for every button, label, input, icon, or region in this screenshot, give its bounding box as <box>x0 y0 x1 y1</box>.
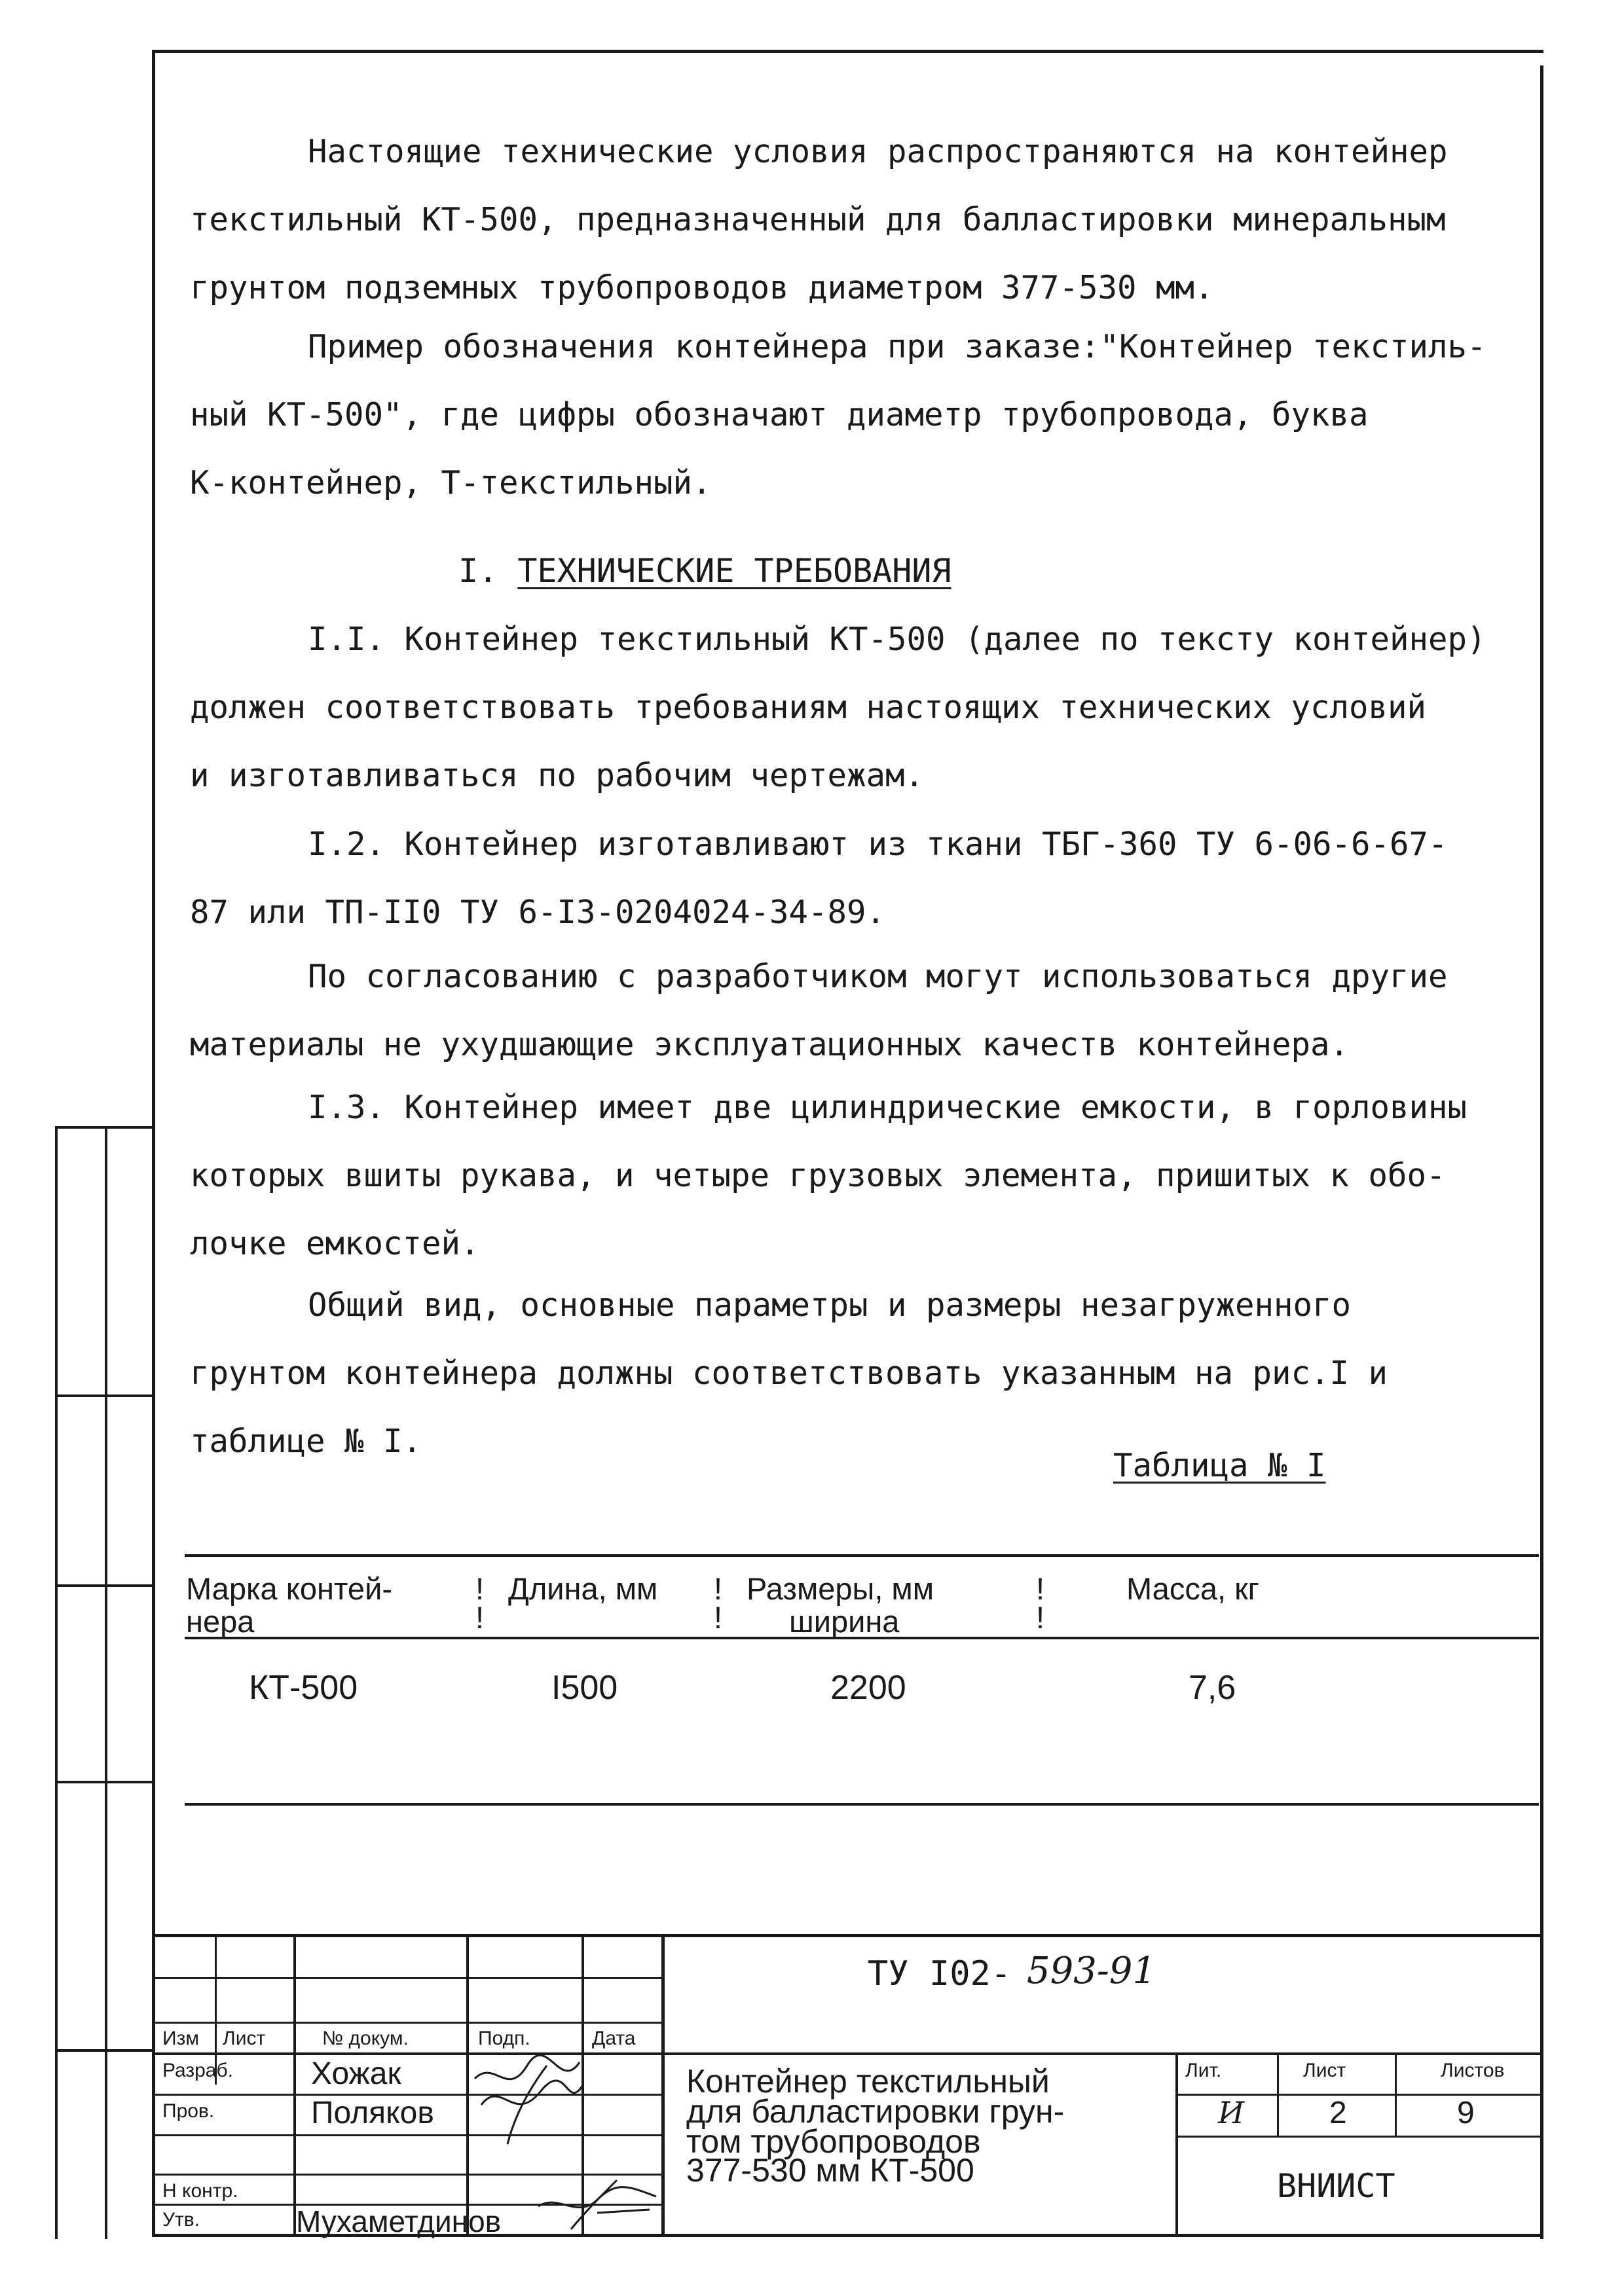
name-approver: Мухаметдинов <box>296 2204 502 2238</box>
side-column-top <box>55 1126 153 1129</box>
signature-developer <box>468 2052 586 2151</box>
table-bottom-rule <box>185 1803 1539 1806</box>
clause-1-1 <box>190 606 1532 810</box>
text-line: I.I. Контейнер текстильный КТ-500 (далее по тексту контейнер) <box>308 621 1486 658</box>
label-lit: Лит. <box>1185 2060 1222 2081</box>
cell-length: I500 <box>551 1669 618 1707</box>
tb-line <box>152 1934 1543 1937</box>
text-line: грунтом подземных трубопроводов диаметром 377-530 мм. <box>190 269 1214 306</box>
tb-line <box>1277 2052 1279 2138</box>
role-norm-control: Н контр. <box>162 2180 238 2202</box>
text-line: и изготавливаться по рабочим чертежам. <box>190 757 925 794</box>
tb-line <box>152 2134 663 2136</box>
organization: ВНИИСТ <box>1277 2167 1395 2205</box>
header-separator: ! <box>714 1600 723 1635</box>
doc-title-line: Контейнер текстильный <box>686 2063 1050 2100</box>
header-separator: ! <box>1036 1571 1045 1606</box>
signature-approver <box>532 2174 663 2236</box>
text-line: текстильный КТ-500, предназначенный для балластировки минеральным <box>190 201 1446 238</box>
frame-top <box>152 50 1543 53</box>
clause-1-2 <box>190 811 1532 947</box>
header-length: Длина, мм <box>508 1571 658 1606</box>
text-line: грунтом контейнера должны соответствовать указанным на рис.I и <box>190 1355 1388 1392</box>
role-checker: Пров. <box>162 2100 215 2122</box>
label-sheets: Листов <box>1441 2060 1505 2081</box>
header-mark-line1: Марка контей- <box>186 1571 392 1606</box>
cell-width: 2200 <box>830 1669 906 1707</box>
role-approver: Утв. <box>162 2209 200 2231</box>
doc-title-line: том трубопроводов <box>686 2123 981 2160</box>
header-mark-line2: нера <box>186 1604 255 1639</box>
tb-line <box>1175 2052 1178 2236</box>
label-izm: Изм <box>162 2028 199 2049</box>
text-line: материалы не ухудшающие эксплуатационных качеств контейнера. <box>190 1026 1350 1063</box>
text-line: ный КТ-500", где цифры обозначают диаметр трубопровода, буква <box>190 396 1369 433</box>
section-title: ТЕХНИЧЕСКИЕ ТРЕБОВАНИЯ <box>517 552 951 590</box>
side-column-sep-1 <box>55 1394 153 1397</box>
side-column-line-2 <box>105 1126 107 2239</box>
frame-left <box>152 50 155 2236</box>
text-line: Общий вид, основные параметры и размеры незагруженного <box>308 1286 1352 1324</box>
tb-line <box>152 1977 663 1979</box>
label-sheet: Лист <box>1303 2060 1346 2081</box>
header-separator: ! <box>475 1600 485 1635</box>
tb-line <box>1395 2052 1397 2138</box>
text-line: Пример обозначения контейнера при заказе:"Контейнер текстиль- <box>308 328 1486 365</box>
text-line: I.3. Контейнер имеет две цилиндрические емкости, в горловины <box>308 1089 1467 1126</box>
side-column-sep-4 <box>55 2049 153 2052</box>
doc-title-line: для балластировки грун- <box>686 2093 1065 2130</box>
clause-1-3b <box>190 1271 1532 1476</box>
doc-code-handwritten: 593-91 <box>1027 1950 1156 1992</box>
paragraph-example <box>190 313 1532 517</box>
label-doc-no: № докум. <box>322 2028 409 2049</box>
text-line: I.2. Контейнер изготавливают из ткани ТБГ-360 ТУ 6-06-6-67- <box>308 826 1448 863</box>
header-width: ширина <box>789 1604 900 1639</box>
header-separator: ! <box>714 1571 723 1606</box>
text-line: Настоящие технические условия распространяются на контейнер <box>308 133 1448 170</box>
section-number: I. <box>458 552 498 590</box>
table-top-rule <box>185 1554 1539 1557</box>
label-date: Дата <box>592 2028 636 2049</box>
section-heading <box>458 537 951 605</box>
tb-line <box>1175 2136 1542 2138</box>
value-sheet: 2 <box>1329 2096 1347 2130</box>
tb-line <box>293 1934 296 2235</box>
side-column-sep-3 <box>55 1781 153 1783</box>
tb-line <box>152 2022 663 2024</box>
header-separator: ! <box>475 1571 485 1606</box>
doc-title-line: 377-530 мм КТ-500 <box>686 2152 974 2189</box>
paragraph-intro <box>190 118 1532 322</box>
header-mass: Масса, кг <box>1126 1571 1259 1606</box>
clause-1-3 <box>190 1074 1532 1278</box>
text-line: таблице № I. <box>190 1423 422 1460</box>
frame-right <box>1540 65 1543 2239</box>
side-column-line-1 <box>55 1126 58 2239</box>
doc-code-prefix: ТУ I02- <box>868 1954 1012 1994</box>
side-column-sep-2 <box>55 1584 153 1587</box>
name-developer: Хожак <box>311 2056 401 2091</box>
label-signature: Подп. <box>478 2028 530 2049</box>
text-line: 87 или ТП-II0 ТУ 6-I3-0204024-34-89. <box>190 894 886 931</box>
header-dimensions: Размеры, мм <box>747 1571 934 1606</box>
name-checker: Поляков <box>311 2096 434 2130</box>
header-separator: ! <box>1036 1600 1045 1635</box>
text-line: должен соответствовать требованиям настоящих технических условий <box>190 689 1427 726</box>
text-line: К-контейнер, Т-текстильный. <box>190 464 712 501</box>
cell-mark: КТ-500 <box>249 1669 358 1707</box>
value-sheets: 9 <box>1457 2096 1475 2130</box>
label-list: Лист <box>223 2028 266 2049</box>
text-line: По согласованию с разработчиком могут использоваться другие <box>308 958 1448 995</box>
clause-1-2b <box>190 943 1532 1079</box>
tb-line <box>152 2052 1543 2055</box>
text-line: которых вшиты рукава, и четыре грузовых элемента, пришитых к обо- <box>190 1157 1446 1194</box>
cell-mass: 7,6 <box>1189 1669 1236 1707</box>
text-line: лочке емкостей. <box>190 1225 480 1262</box>
role-developer: Разраб. <box>162 2060 234 2081</box>
value-lit: И <box>1218 2095 1245 2130</box>
table-caption: Таблица № I <box>1113 1447 1326 1484</box>
